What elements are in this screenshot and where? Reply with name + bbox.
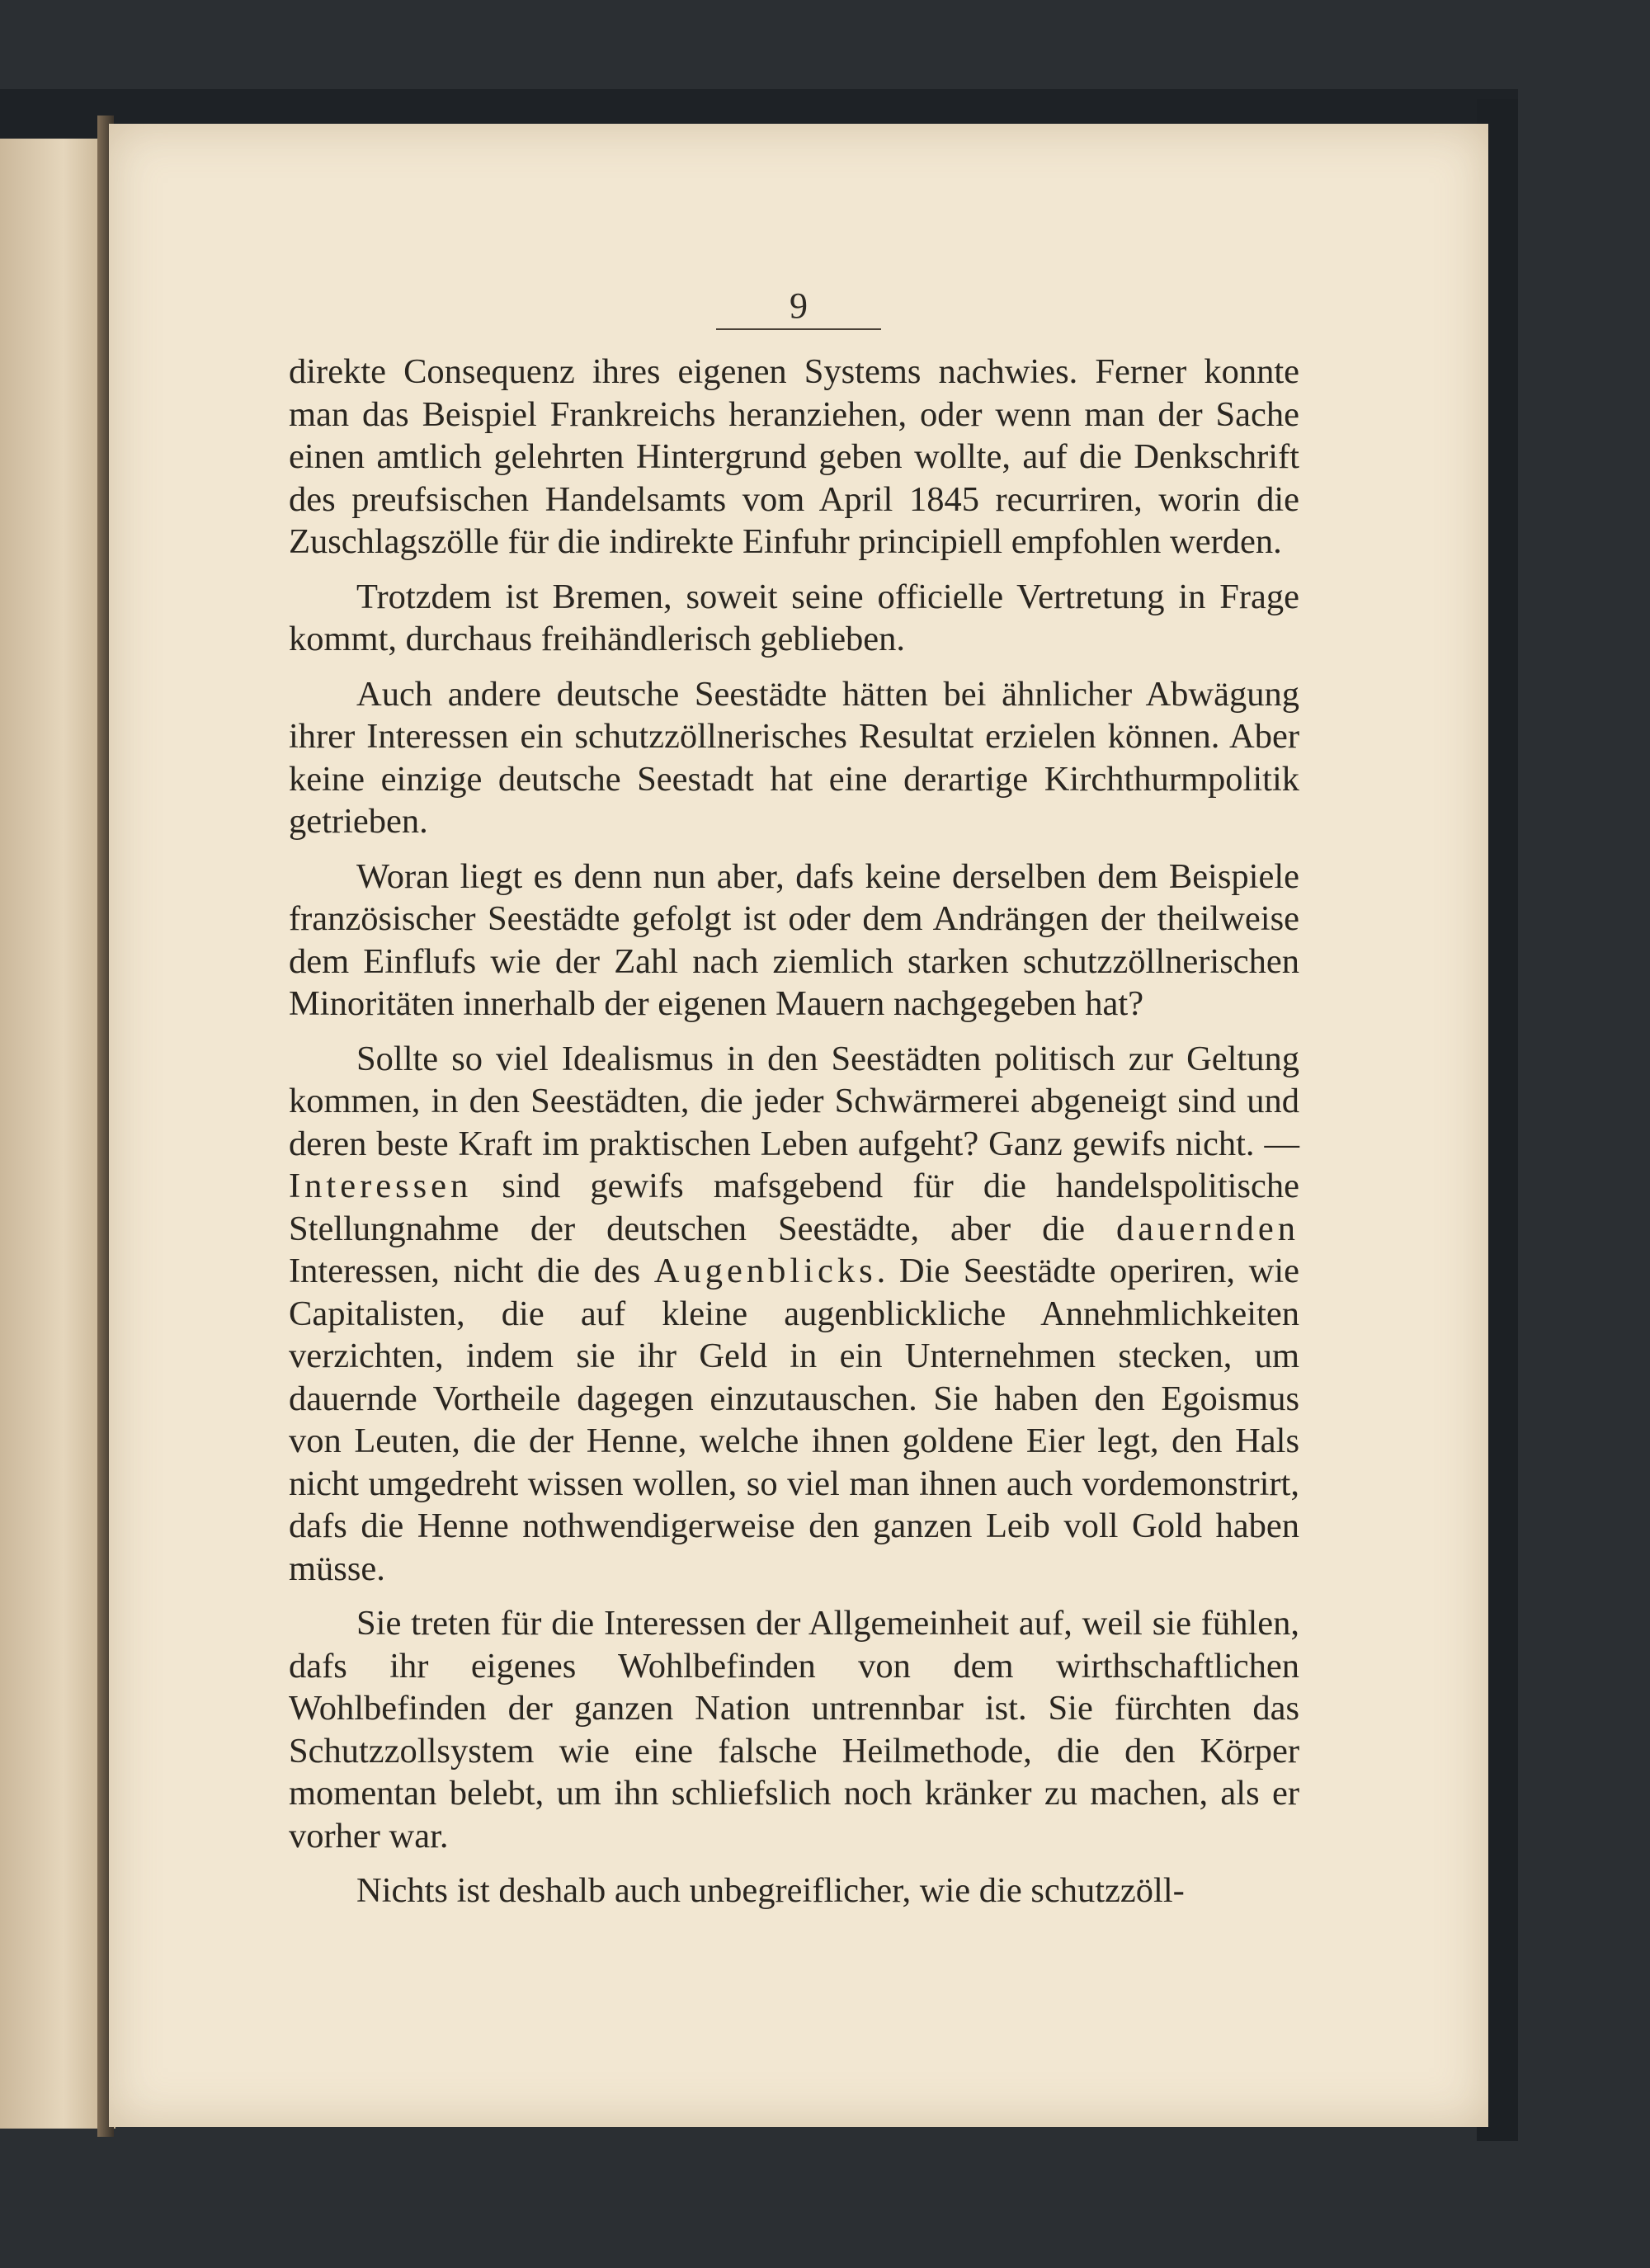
paragraph-7-text: Nichts ist deshalb auch unbegreiflicher, wie die schutzzöll- xyxy=(356,1871,1185,1910)
emphasis-dauernden: dauernden xyxy=(1116,1209,1299,1248)
paragraph-5-text-c: Interessen, nicht die des xyxy=(289,1252,654,1290)
paragraph-2 xyxy=(289,576,1299,661)
paragraph-1-text: direkte Consequenz ihres eigenen Systems nachwies. Ferner konnte man das Beispiel Frankreichs heranziehen, oder wenn man der Sache einen amtlich gelehrten Hintergrund geben wollte, auf die Denkschrift des preufsischen Handelsamts vom April 1845 recurriren, worin die Zuschlagszölle für die indirekte Einfuhr principiell empfohlen werden. xyxy=(289,352,1299,561)
paragraph-5 xyxy=(289,1038,1299,1591)
paragraph-6-text: Sie treten für die Interessen der Allgemeinheit auf, weil sie fühlen, dafs ihr eigenes Wohlbefinden von dem wirthschaftlichen Wohlbefinden der ganzen Nation untrennbar ist. Sie fürchten das Schutzzollsystem wie eine falsche Heilmethode, die den Körper momentan belebt, um ihn schliefslich noch kränker zu machen, als er vorher war. xyxy=(289,1604,1299,1855)
body-text xyxy=(289,351,1299,1925)
paragraph-4-text: Woran liegt es denn nun aber, dafs keine derselben dem Beispiele französischer Seestädte gefolgt ist oder dem Andrängen der theilweise dem Einflufs wie der Zahl nach ziemlich starken schutzzöllnerischen Minoritäten innerhalb der eigenen Mauern nachgegeben hat? xyxy=(289,856,1299,1023)
paragraph-3-text: Auch andere deutsche Seestädte hätten bei ähnlicher Abwägung ihrer Interessen ein schutzzöllnerisches Resultat erzielen können. Aber keine einzige deutsche Seestadt hat eine derartige Kirchthurmpolitik getrieben. xyxy=(289,674,1299,841)
paragraph-4 xyxy=(289,856,1299,1026)
paragraph-5-text-b: sind gewifs mafsgebend für die handelspolitische Stellungnahme der deutschen Seestädte, aber die xyxy=(289,1167,1299,1248)
paragraph-1 xyxy=(289,351,1299,563)
page-number-area xyxy=(716,285,881,330)
emphasis-interessen: Interessen xyxy=(289,1167,473,1205)
page-number: 9 xyxy=(716,285,881,330)
paragraph-2-text: Trotzdem ist Bremen, soweit seine officielle Vertretung in Frage kommt, durchaus freihändlerisch geblieben. xyxy=(289,577,1299,658)
paragraph-5-text-a: Sollte so viel Idealismus in den Seestädten politisch zur Geltung kommen, in den Seestädten, die jeder Schwärmerei abgeneigt sind und deren beste Kraft im praktischen Leben aufgeht? Ganz gewifs nicht. — xyxy=(289,1039,1299,1163)
paragraph-5-text-d: . Die Seestädte operiren, wie Capitalisten, die auf kleine augenblickliche Annehmlichkeiten verzichten, indem sie ihr Geld in ein Unternehmen stecken, um dauernde Vortheile dagegen einzutauschen. Sie haben den Egoismus von Leuten, die der Henne, welche ihnen goldene Eier legt, den Hals nicht umgedreht wissen wollen, so viel man ihnen auch vordemonstrirt, dafs die Henne nothwendigerweise den ganzen Leib voll Gold haben müsse. xyxy=(289,1252,1299,1588)
emphasis-augenblicks: Augenblicks xyxy=(653,1252,877,1290)
paragraph-3 xyxy=(289,673,1299,843)
paragraph-7 xyxy=(289,1870,1299,1912)
paragraph-6 xyxy=(289,1602,1299,1857)
